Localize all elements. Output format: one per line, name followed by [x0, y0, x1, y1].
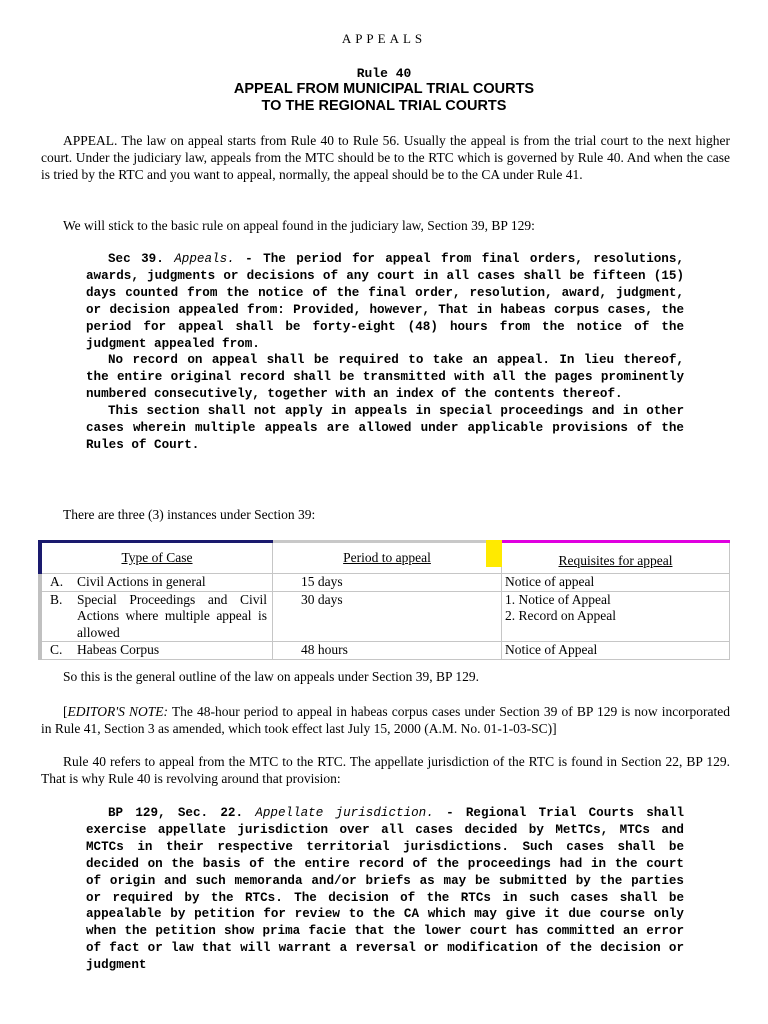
requisite-1: 1. Notice of Appeal — [505, 591, 611, 607]
three-instances-paragraph — [41, 507, 730, 524]
outline-text: So this is the general outline of the law on appeals under Section 39, BP 129. — [63, 669, 480, 684]
quote-22-paragraph — [86, 805, 684, 974]
quote-section-number: Sec 39. — [108, 252, 164, 266]
quote-text-3: This section shall not apply in appeals in special proceedings and in other cases wherein multiple appeals are allowed under applicable provisions of the Rules of Court. — [86, 404, 684, 452]
row-c-period: 48 hours — [273, 642, 502, 660]
quote-paragraph-2 — [86, 352, 684, 403]
header-period-label: Period to appeal — [343, 549, 431, 565]
editors-note-text: The 48-hour period to appeal in habeas corpus cases under Section 39 of BP 129 is now incorporated in Rule 41, Section 3 as amended, which took effect last July 15, 2000 (A.M. No. 01-1-03-SC)] — [41, 704, 730, 736]
intro-paragraph — [41, 133, 730, 183]
row-b-type — [40, 591, 273, 642]
row-type-text: Civil Actions in general — [77, 574, 206, 589]
row-c-type — [40, 642, 273, 660]
basic-rule-paragraph — [41, 218, 730, 235]
header-type-of-case: Type of Case — [40, 542, 273, 574]
row-a-requisite: Notice of appeal — [502, 574, 730, 592]
quote-22-title: Appellate jurisdiction. — [255, 806, 434, 820]
row-type-text: Habeas Corpus — [77, 642, 160, 657]
row-a-type — [40, 574, 273, 592]
outline-paragraph — [41, 669, 730, 686]
row-type-text: Special Proceedings and Civil Actions where multiple appeal is allowed — [77, 591, 267, 640]
quote-22-text: - Regional Trial Courts shall exercise appellate jurisdiction over all cases decided by MetTCs, MTCs and MCTCs in their respective territorial jurisdictions. Such cases shall be decided on the basis of the entire record of the proceedings had in the court of origin and such memoranda and/or briefs as may be submitted by the parties or required by the RTCs. The decision of the RTCs in such cases shall be appealable by petition for review to the CA which may give it due course only when the petition show prima facie that the lower court has committed an error of fact or law that will warrant a reversal or modification of the decision or judgment — [86, 806, 685, 973]
section-39-quote — [86, 251, 684, 454]
editors-note-label: EDITOR'S NOTE: — [67, 704, 168, 719]
section-heading-line1: APPEAL FROM MUNICIPAL TRIAL COURTS — [233, 81, 535, 97]
section-22-quote — [86, 805, 684, 974]
quote-text-1: - The period for appeal from final orders, resolutions, awards, judgments or decisions of any court in all cases shall be fifteen (15) days counted from the notice of the final order, resolution, award, judgment, or decision appealed from: Provided, however, That in habeas corpus cases, the period for appeal shall be forty-eight (48) hours from the notice of the judgment appealed from. — [86, 252, 684, 351]
quote-paragraph-1 — [86, 251, 684, 352]
row-label: B. — [50, 591, 63, 607]
row-b-period: 30 days — [273, 591, 502, 642]
appeal-instances-table — [38, 540, 730, 660]
rule-number: Rule 40 — [356, 66, 412, 81]
quote-22-section-number: BP 129, Sec. 22. — [108, 806, 244, 820]
table-header-row — [40, 542, 730, 574]
quote-text-2: No record on appeal shall be required to take an appeal. In lieu thereof, the entire original record shall be transmitted with all the pages prominently numbered consecutively, together with an index of the contents thereof. — [86, 353, 684, 402]
requisite-2: 2. Record on Appeal — [505, 608, 616, 623]
row-label: A. — [50, 574, 64, 589]
intro-text: APPEAL. The law on appeal starts from Rule 40 to Rule 56. Usually the appeal is from the trial court to the next higher court. Under the judiciary law, appeals from the MTC should be to the RTC which is governed by Rule 40. And when the case is tried by the RTC and you want to appeal, normally, the appeal should be to the CA under Rule 41. — [41, 133, 730, 182]
quote-section-title: Appeals. — [174, 252, 235, 266]
row-b-requisites — [502, 591, 730, 642]
editors-note-bracket: [ — [63, 704, 68, 719]
table-row — [40, 642, 730, 660]
editors-note-paragraph — [41, 704, 730, 738]
row-label: C. — [50, 642, 63, 657]
rule-40-text: Rule 40 refers to appeal from the MTC to the RTC. The appellate jurisdiction of the RTC is found in Section 22, BP 129. That is why Rule 40 is revolving around that provision: — [41, 754, 730, 786]
header-requisites: Requisites for appeal — [502, 542, 730, 574]
table-row — [40, 591, 730, 642]
document-title: APPEALS — [341, 31, 427, 46]
yellow-highlight-marker — [486, 540, 502, 567]
basic-rule-text: We will stick to the basic rule on appeal found in the judiciary law, Section 39, BP 129: — [63, 218, 535, 233]
row-c-requisite: Notice of Appeal — [502, 642, 730, 660]
row-a-period: 15 days — [273, 574, 502, 592]
section-heading-line2: TO THE REGIONAL TRIAL COURTS — [261, 98, 507, 114]
header-period-to-appeal — [273, 542, 502, 574]
rule-40-paragraph — [41, 754, 730, 788]
quote-paragraph-3 — [86, 403, 684, 454]
table-row — [40, 574, 730, 592]
three-instances-text: There are three (3) instances under Section 39: — [63, 507, 316, 522]
